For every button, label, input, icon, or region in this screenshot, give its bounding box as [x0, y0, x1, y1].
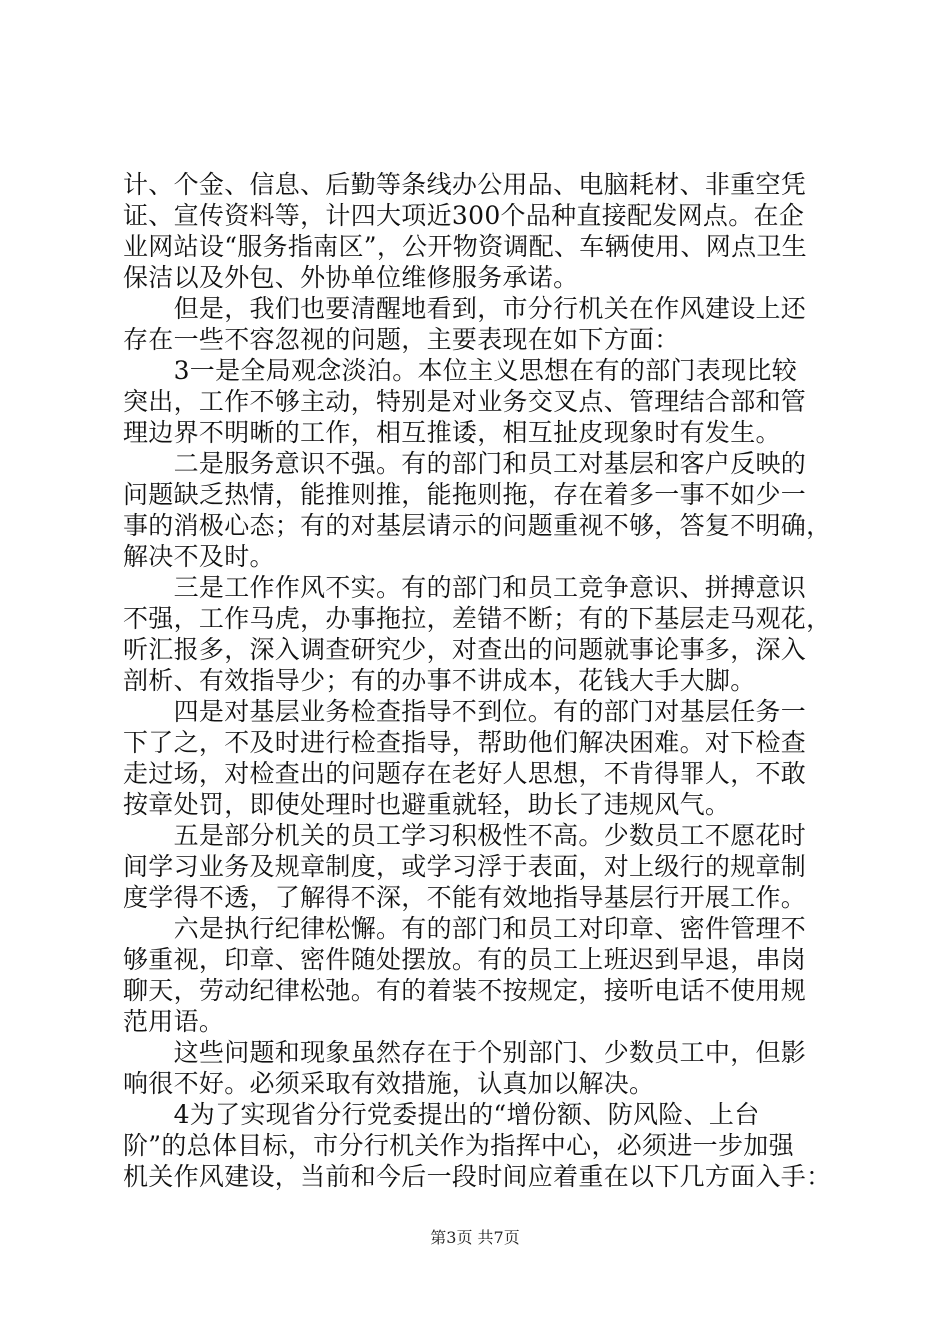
text-line: 机关作风建设，当前和今后一段时间应着重在以下几方面入手： [123, 1162, 832, 1191]
text-line: 聊天，劳动纪律松弛。有的着装不按规定，接听电话不使用规 [123, 976, 807, 1005]
text-line: 下了之，不及时进行检查指导，帮助他们解决困难。对下检查 [123, 728, 807, 757]
page-footer: 第3页 共7页 [430, 1228, 520, 1247]
text-line: 度学得不透，了解得不深，不能有效地指导基层行开展工作。 [123, 883, 807, 912]
text-line: 响很不好。必须采取有效措施，认真加以解决。 [123, 1069, 655, 1098]
text-line: 保洁以及外包、外协单位维修服务承诺。 [123, 263, 579, 292]
text-line: 问题缺乏热情，能推则推，能拖则拖，存在着多一事不如少一 [123, 480, 807, 509]
text-line: 但是，我们也要清醒地看到，市分行机关在作风建设上还 [123, 294, 807, 323]
text-line: 理边界不明晰的工作，相互推诿，相互扯皮现象时有发生。 [123, 418, 781, 447]
text-line: 剖析、有效指导少；有的办事不讲成本，花钱大手大脚。 [123, 666, 756, 695]
text-line: 够重视，印章、密件随处摆放。有的员工上班迟到早退，串岗 [123, 945, 807, 974]
text-line: 证、宣传资料等，计四大项近300个品种直接配发网点。在企 [123, 201, 805, 230]
text-line: 计、个金、信息、后勤等条线办公用品、电脑耗材、非重空凭 [123, 170, 807, 199]
text-line: 走过场，对检查出的问题存在老好人思想，不肯得罪人，不敢 [123, 759, 807, 788]
text-line: 三是工作作风不实。有的部门和员工竞争意识、拼搏意识 [123, 573, 807, 602]
text-line: 范用语。 [123, 1007, 225, 1036]
text-line: 按章处罚，即使处理时也避重就轻，助长了违规风气。 [123, 790, 731, 819]
text-line: 阶”的总体目标，市分行机关作为指挥中心，必须进一步加强 [123, 1131, 794, 1160]
text-line: 事的消极心态；有的对基层请示的问题重视不够，答复不明确， [123, 511, 832, 540]
text-line: 五是部分机关的员工学习积极性不高。少数员工不愿花时 [123, 821, 807, 850]
text-line: 解决不及时。 [123, 542, 275, 571]
text-line: 间学习业务及规章制度，或学习浮于表面，对上级行的规章制 [123, 852, 807, 881]
text-line: 这些问题和现象虽然存在于个别部门、少数员工中，但影 [123, 1038, 807, 1067]
text-line: 六是执行纪律松懈。有的部门和员工对印章、密件管理不 [123, 914, 807, 943]
text-line: 突出，工作不够主动，特别是对业务交叉点、管理结合部和管 [123, 387, 807, 416]
text-line: 四是对基层业务检查指导不到位。有的部门对基层任务一 [123, 697, 807, 726]
text-line: 存在一些不容忽视的问题，主要表现在如下方面： [123, 325, 680, 354]
text-line: 4为了实现省分行党委提出的“增份额、防风险、上台 [123, 1100, 760, 1129]
text-line: 不强，工作马虎，办事拖拉，差错不断；有的下基层走马观花， [123, 604, 832, 633]
text-line: 3一是全局观念淡泊。本位主义思想在有的部门表现比较 [123, 356, 798, 385]
text-line: 听汇报多，深入调查研究少，对查出的问题就事论事多，深入 [123, 635, 807, 664]
text-line: 二是服务意识不强。有的部门和员工对基层和客户反映的 [123, 449, 807, 478]
text-line: 业网站设“服务指南区”，公开物资调配、车辆使用、网点卫生 [123, 232, 807, 261]
